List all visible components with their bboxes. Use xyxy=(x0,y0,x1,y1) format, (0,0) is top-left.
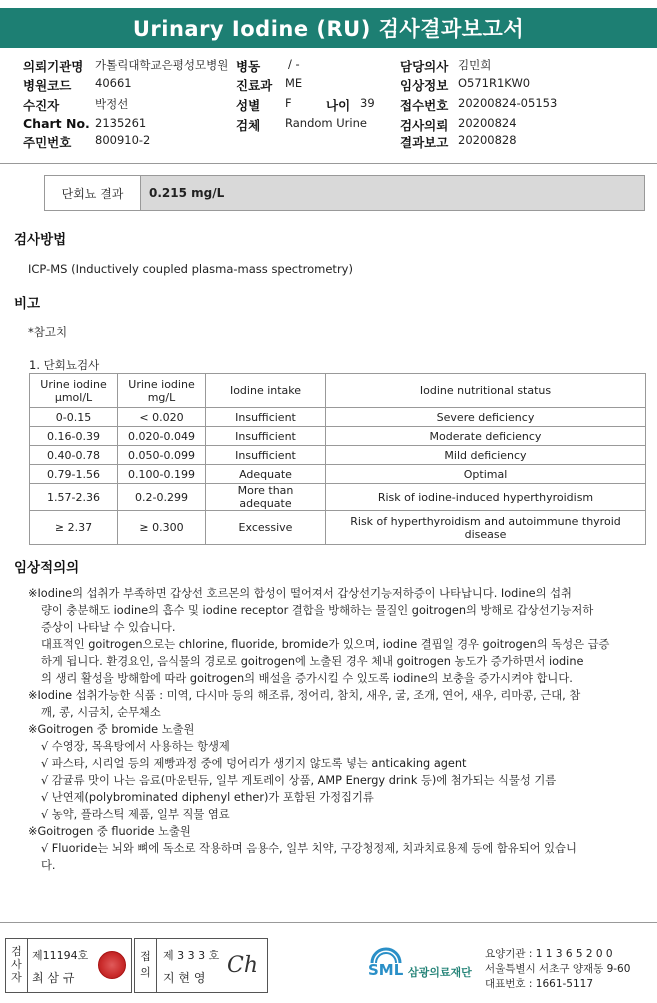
report-title: Urinary Iodine (RU) 검사결과보고서 xyxy=(0,8,657,48)
clinical-body xyxy=(28,585,648,874)
examiner-box xyxy=(5,938,132,993)
patient-value: 박정선 xyxy=(95,97,129,111)
method-heading: 검사방법 xyxy=(14,232,67,248)
hospital-code-value: 40661 xyxy=(95,76,132,90)
requester-label: 의뢰기관명 xyxy=(23,59,84,74)
table-caption: 1. 단회뇨검사 xyxy=(29,358,100,372)
cell: 0.40-0.78 xyxy=(30,446,118,465)
doctor-value: 김민희 xyxy=(458,58,492,72)
cell: < 0.020 xyxy=(118,408,206,427)
cell: 1.57-2.36 xyxy=(30,484,118,511)
confirmer-side-label: 접의 xyxy=(135,939,157,992)
contact-info xyxy=(485,947,630,992)
cell: Adequate xyxy=(206,465,326,484)
cell: 0.2-0.299 xyxy=(118,484,206,511)
dept-value: ME xyxy=(285,76,303,90)
address: 서울특별시 서초구 양재동 9-60 xyxy=(485,963,631,975)
requester-value: 가톨릭대학교은평성모병원 xyxy=(95,58,229,72)
table-row xyxy=(30,427,646,446)
list-item: √ Fluoride는 뇌와 뼈에 독소로 작용하며 음용수, 일부 치약, 구강청정제, 치과치료용제 등에 함유되어 있습니 xyxy=(41,842,577,855)
header-divider xyxy=(0,163,657,164)
specimen-value: Random Urine xyxy=(285,116,367,130)
result-label: 단회뇨 결과 xyxy=(45,176,141,210)
request-date-label: 검사의뢰 xyxy=(400,118,449,133)
header-umol-text: Urine iodine μmol/L xyxy=(40,377,107,404)
examiner-license: 제11194호 xyxy=(32,949,89,962)
paragraph-line: 대표적인 goitrogen으로는 chlorine, fluoride, bromide가 있으며, iodine 결핍일 경우 goitrogen의 독성은 급증 xyxy=(41,638,610,651)
list-item: √ 농약, 플라스틱 제품, 일부 직물 염료 xyxy=(41,808,230,821)
paragraph-line: 량이 충분해도 iodine의 흡수 및 iodine receptor 결합을 방해하는 물질인 goitrogen의 방해로 갑상선기능저하 xyxy=(41,604,594,617)
confirmer-license: 제 3 3 3 호 xyxy=(163,949,220,962)
ward-value: / - xyxy=(288,57,300,71)
list-item: √ 감귤류 맛이 나는 음료(마운틴듀, 일부 게토레이 상품, AMP Energy drink 등)에 첨가되는 식물성 기름 xyxy=(41,774,557,787)
signature: Ch xyxy=(227,953,259,978)
cell: Excessive xyxy=(206,511,326,545)
cell: 0.79-1.56 xyxy=(30,465,118,484)
age-label: 나이 xyxy=(326,98,351,113)
method-text: ICP-MS (Inductively coupled plasma-mass spectrometry) xyxy=(28,262,353,276)
report-date-value: 20200828 xyxy=(458,133,517,147)
table-row xyxy=(30,484,646,511)
cell: 0.050-0.099 xyxy=(118,446,206,465)
clinical-info-value: O571R1KW0 xyxy=(458,76,531,90)
header-status: Iodine nutritional status xyxy=(326,374,646,408)
confirmer-name: 지 현 영 xyxy=(163,971,206,985)
result-box xyxy=(44,175,645,211)
age-value: 39 xyxy=(360,96,375,110)
cell: Optimal xyxy=(326,465,646,484)
report-date-label: 결과보고 xyxy=(400,135,449,150)
footer-divider xyxy=(0,922,657,923)
cell: Risk of hyperthyroidism and autoimmune thyroid disease xyxy=(326,511,646,545)
header-umol xyxy=(30,374,118,408)
cell: ≥ 0.300 xyxy=(118,511,206,545)
clinical-heading: 임상적의의 xyxy=(14,560,80,576)
cell: 0.100-0.199 xyxy=(118,465,206,484)
table-row xyxy=(30,408,646,427)
table-row xyxy=(30,446,646,465)
paragraph-line: 증상이 나타날 수 있습니다. xyxy=(41,621,176,634)
receipt-no-value: 20200824-05153 xyxy=(458,96,558,110)
seal-icon xyxy=(98,951,126,979)
paragraph-line: 깨, 콩, 시금치, 순무채소 xyxy=(41,706,161,719)
receipt-no-label: 접수번호 xyxy=(400,98,449,113)
paragraph-line: ※Iodine의 섭취가 부족하면 갑상선 호르몬의 합성이 떨어져서 갑상선기능저하증이 나타납니다. Iodine의 섭취 xyxy=(28,587,572,600)
fluoride-heading: ※Goitrogen 중 fluoride 노출원 xyxy=(28,825,191,838)
bromide-heading: ※Goitrogen 중 bromide 노출원 xyxy=(28,723,195,736)
specimen-label: 검체 xyxy=(236,118,261,133)
header-mg-text: Urine iodine mg/L xyxy=(128,377,195,404)
dept-label: 진료과 xyxy=(236,78,273,93)
hospital-code-label: 병원코드 xyxy=(23,78,72,93)
request-date-value: 20200824 xyxy=(458,116,517,130)
paragraph-line: 하게 됩니다. 환경요인, 음식물의 경로로 goitrogen에 노출된 경우 체내 goitrogen 농도가 증가하면서 iodine xyxy=(41,655,584,668)
result-value: 0.215 mg/L xyxy=(141,176,644,210)
logo-text: SML xyxy=(368,961,404,979)
cell: ≥ 2.37 xyxy=(30,511,118,545)
paragraph-line: 의 생리 활성을 방해함에 따라 goitrogen의 배설을 증가시킬 수 있도록 iodine의 보충을 증가시켜야 합니다. xyxy=(41,672,573,685)
table-row xyxy=(30,465,646,484)
cell: 0-0.15 xyxy=(30,408,118,427)
clinical-info-label: 임상정보 xyxy=(400,78,449,93)
list-item: √ 난연제(polybrominated diphenyl ether)가 포함된 가정집기류 xyxy=(41,791,374,804)
table-row xyxy=(30,511,646,545)
cell: Insufficient xyxy=(206,427,326,446)
cell: 0.16-0.39 xyxy=(30,427,118,446)
cell: Insufficient xyxy=(206,408,326,427)
chart-no-label: Chart No. xyxy=(23,116,90,131)
confirmer-box xyxy=(134,938,268,993)
cell: Moderate deficiency xyxy=(326,427,646,446)
sex-value: F xyxy=(285,96,292,110)
cell: Insufficient xyxy=(206,446,326,465)
sex-label: 성별 xyxy=(236,98,261,113)
cell: Risk of iodine-induced hyperthyroidism xyxy=(326,484,646,511)
cell: More than adequate xyxy=(206,484,326,511)
remarks-heading: 비고 xyxy=(14,296,41,312)
header-mg xyxy=(118,374,206,408)
resident-no-label: 주민번호 xyxy=(23,135,72,150)
cell: 0.020-0.049 xyxy=(118,427,206,446)
examiner-name: 최 삼 규 xyxy=(32,971,75,985)
phone: 대표번호 : 1661-5117 xyxy=(485,978,594,990)
list-item: √ 파스타, 시리얼 등의 제빵과정 중에 덩어리가 생기지 않도록 넣는 anticaking agent xyxy=(41,757,467,770)
ward-label: 병동 xyxy=(236,59,261,74)
cell: Mild deficiency xyxy=(326,446,646,465)
reference-table xyxy=(29,373,646,545)
resident-no-value: 800910-2 xyxy=(95,133,151,147)
header-intake: Iodine intake xyxy=(206,374,326,408)
doctor-label: 담당의사 xyxy=(400,59,449,74)
cell: Severe deficiency xyxy=(326,408,646,427)
paragraph-line: ※Iodine 섭취가능한 식품 : 미역, 다시마 등의 해조류, 정어리, 참치, 새우, 굴, 조개, 연어, 새우, 리마콩, 근대, 참 xyxy=(28,689,581,702)
institution-code: 요양기관 : 1 1 3 6 5 2 0 0 xyxy=(485,948,613,960)
examiner-side-label: 검사자 xyxy=(6,939,28,992)
table-header-row xyxy=(30,374,646,408)
patient-label: 수진자 xyxy=(23,98,60,113)
org-name: 삼광의료재단 xyxy=(408,966,472,979)
reference-note: *참고치 xyxy=(28,325,68,339)
list-item: √ 수영장, 목욕탕에서 사용하는 항생제 xyxy=(41,740,230,753)
chart-no-value: 2135261 xyxy=(95,116,147,130)
list-item: 다. xyxy=(41,859,56,872)
